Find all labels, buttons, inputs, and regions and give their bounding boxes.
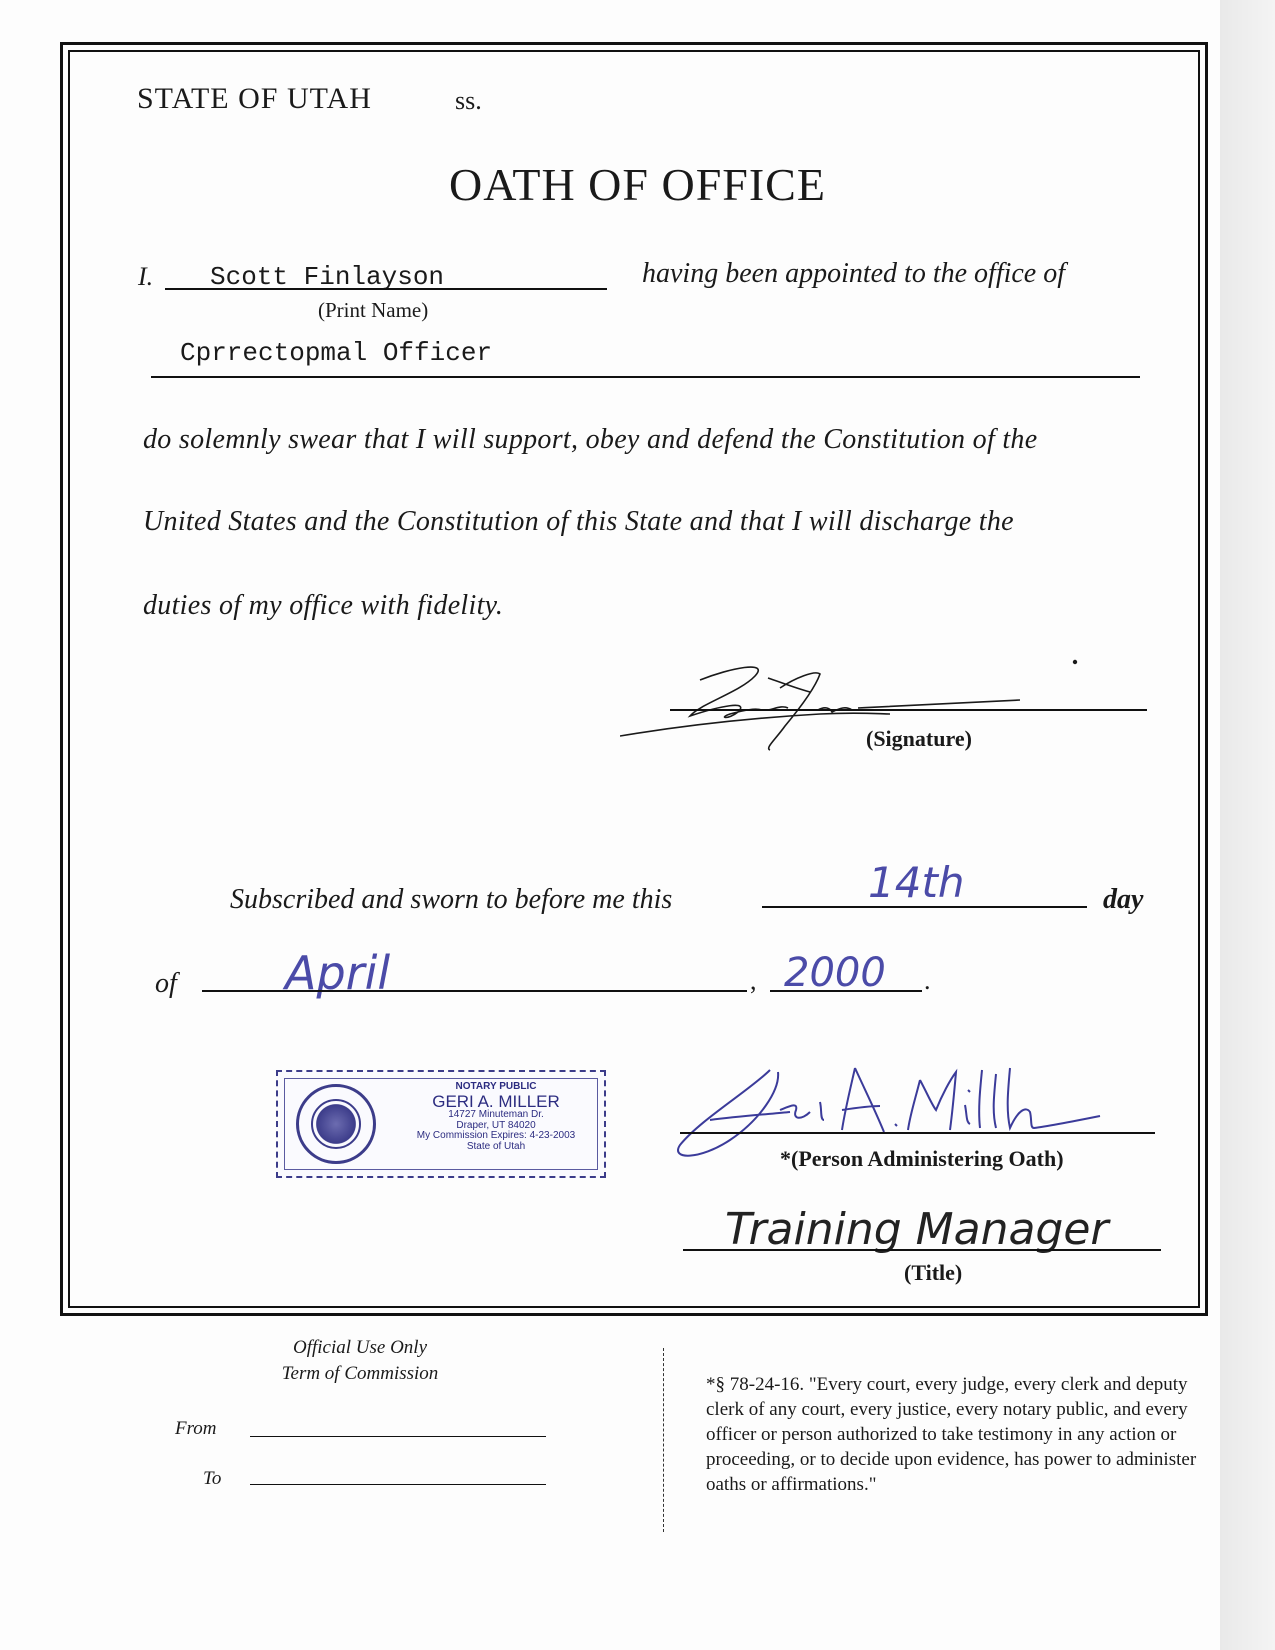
signature-line bbox=[670, 709, 1147, 711]
office-value: Cprrectopmal Officer bbox=[180, 338, 493, 368]
notary-address-2: Draper, UT 84020 bbox=[456, 1119, 536, 1131]
oath-line-2: United States and the Constitution of this State and that I will discharge the bbox=[143, 506, 1014, 537]
subscribed-text: Subscribed and sworn to before me this bbox=[230, 884, 673, 915]
notary-address-1: 14727 Minuteman Dr. bbox=[448, 1109, 544, 1121]
notary-stamp bbox=[276, 1070, 606, 1178]
official-use-label: Official Use Only bbox=[292, 1337, 428, 1358]
year-value: 2000 bbox=[784, 950, 886, 996]
i-label: I. bbox=[138, 262, 154, 291]
day-value: 14th bbox=[868, 858, 965, 907]
oath-line-1: do solemnly swear that I will support, obey and defend the Constitution of the bbox=[143, 424, 1038, 455]
scan-edge bbox=[1220, 0, 1275, 1650]
term-label: Term of Commission bbox=[281, 1363, 439, 1384]
from-label: From bbox=[175, 1418, 217, 1439]
administrator-line bbox=[680, 1132, 1155, 1134]
stamp-heading: NOTARY PUBLIC bbox=[455, 1081, 537, 1092]
month-value: April bbox=[285, 946, 391, 1000]
from-line bbox=[250, 1436, 546, 1437]
day-line bbox=[762, 906, 1087, 908]
oath-line-3: duties of my office with fidelity. bbox=[143, 590, 504, 621]
footer-divider bbox=[663, 1348, 664, 1532]
year-line bbox=[770, 990, 922, 992]
statute-text: *§ 78-24-16. "Every court, every judge, every clerk and deputy clerk of any court, every justice, every notary public, and every officer or person authorized to take testimony in any action or proceeding, or to decide upon evidence, has power to administer oaths or affirmations." bbox=[706, 1374, 1197, 1495]
document-title: OATH OF OFFICE bbox=[449, 159, 826, 210]
title-line bbox=[683, 1249, 1161, 1251]
to-line bbox=[250, 1484, 546, 1485]
stamp-text bbox=[398, 1082, 594, 1152]
month-line bbox=[202, 990, 747, 992]
printed-name: Scott Finlayson bbox=[210, 262, 445, 292]
day-label: day bbox=[1103, 884, 1144, 915]
signature-label: (Signature) bbox=[866, 726, 972, 751]
notary-commission: My Commission Expires: 4-23-2003 bbox=[416, 1130, 576, 1142]
ss-label: ss. bbox=[455, 86, 482, 115]
state-seal-icon bbox=[296, 1084, 376, 1164]
of-label: of bbox=[155, 968, 177, 999]
administrator-label: *(Person Administering Oath) bbox=[780, 1146, 1064, 1171]
notary-name: GERI A. MILLER bbox=[432, 1091, 560, 1111]
notary-state: State of Utah bbox=[466, 1140, 526, 1152]
comma: , bbox=[750, 966, 757, 995]
office-line bbox=[151, 376, 1140, 378]
period: . bbox=[924, 966, 931, 995]
title-label: (Title) bbox=[904, 1260, 963, 1285]
appointed-text: having been appointed to the office of bbox=[642, 258, 1066, 289]
state-heading: STATE OF UTAH bbox=[137, 82, 372, 115]
administrator-title-value: Training Manager bbox=[725, 1204, 1109, 1255]
name-line bbox=[165, 288, 607, 290]
seal-emblem bbox=[311, 1099, 361, 1149]
to-label: To bbox=[203, 1468, 222, 1489]
print-name-label: (Print Name) bbox=[318, 298, 429, 322]
